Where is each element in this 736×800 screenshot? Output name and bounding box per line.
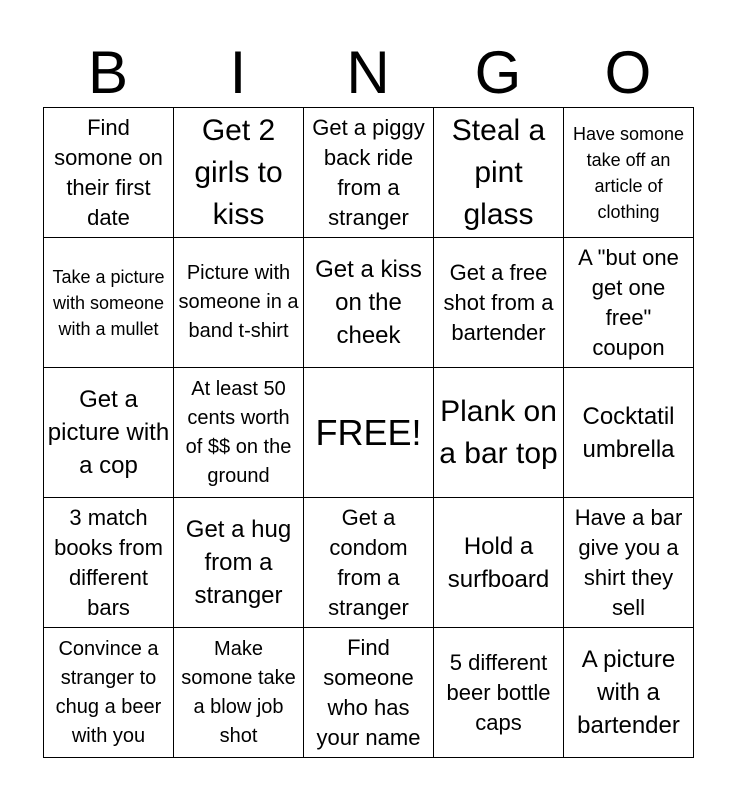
bingo-cell[interactable] [434, 108, 564, 238]
cell-text: Get a piggy back ride from a stranger [312, 114, 425, 230]
bingo-cell[interactable] [174, 368, 304, 498]
cell-text: 3 match books from different bars [54, 504, 163, 620]
header-letter-i: I [229, 39, 247, 106]
bingo-cell[interactable] [174, 498, 304, 628]
bingo-cell[interactable] [44, 498, 174, 628]
bingo-cell[interactable] [174, 108, 304, 238]
bingo-cell[interactable] [304, 238, 434, 368]
bingo-cell[interactable] [564, 498, 694, 628]
cell-text: Cocktatil umbrella [582, 402, 675, 463]
bingo-header [43, 40, 693, 106]
cell-text: Get 2 girls to kiss [194, 113, 283, 231]
bingo-board [43, 107, 694, 758]
cell-text: Have a bar give you a shirt they sell [574, 504, 683, 620]
cell-text: Make somone take a blow job shot [181, 637, 296, 747]
cell-text: Find someone who has your name [316, 634, 421, 750]
bingo-cell[interactable] [564, 238, 694, 368]
free-space-cell[interactable] [304, 368, 434, 498]
cell-text: At least 50 cents worth of $$ on the ground [185, 377, 292, 487]
cell-text: Convince a stranger to chug a beer with you [55, 637, 162, 747]
cell-text: Have somone take off an article of clothing [572, 123, 685, 222]
bingo-cell[interactable] [174, 238, 304, 368]
cell-text: Take a picture with someone with a mullet [52, 266, 165, 339]
bingo-cell[interactable] [304, 628, 434, 758]
bingo-cell[interactable] [564, 108, 694, 238]
cell-text: 5 different beer bottle caps [446, 649, 551, 735]
cell-text: A "but one get one free" coupon [578, 244, 679, 360]
cell-text: Steal a pint glass [451, 113, 546, 231]
bingo-cell[interactable] [174, 628, 304, 758]
bingo-cell[interactable] [44, 238, 174, 368]
cell-text: Find somone on their first date [54, 114, 163, 230]
bingo-cell[interactable] [434, 368, 564, 498]
bingo-cell[interactable] [304, 498, 434, 628]
bingo-cell[interactable] [44, 368, 174, 498]
bingo-cell[interactable] [434, 628, 564, 758]
bingo-cell[interactable] [44, 108, 174, 238]
header-letter-g: G [474, 39, 522, 106]
bingo-cell[interactable] [564, 628, 694, 758]
header-letter-b: B [87, 39, 129, 106]
header-letter-o: O [604, 39, 652, 106]
cell-text: Get a free shot from a bartender [443, 259, 554, 345]
cell-text: Get a kiss on the cheek [315, 256, 422, 349]
cell-text: Get a hug from a stranger [185, 516, 292, 609]
bingo-cell[interactable] [44, 628, 174, 758]
cell-text: Picture with someone in a band t-shirt [178, 262, 299, 342]
bingo-cell[interactable] [434, 238, 564, 368]
cell-text: Plank on a bar top [439, 394, 558, 470]
cell-text: Hold a surfboard [447, 532, 550, 593]
bingo-cell[interactable] [434, 498, 564, 628]
free-space-text: FREE! [315, 411, 422, 453]
cell-text: A picture with a bartender [577, 646, 680, 739]
bingo-cell[interactable] [564, 368, 694, 498]
cell-text: Get a condom from a stranger [328, 504, 409, 620]
header-letter-n: N [346, 39, 390, 106]
cell-text: Get a picture with a cop [47, 386, 170, 479]
bingo-cell[interactable] [304, 108, 434, 238]
